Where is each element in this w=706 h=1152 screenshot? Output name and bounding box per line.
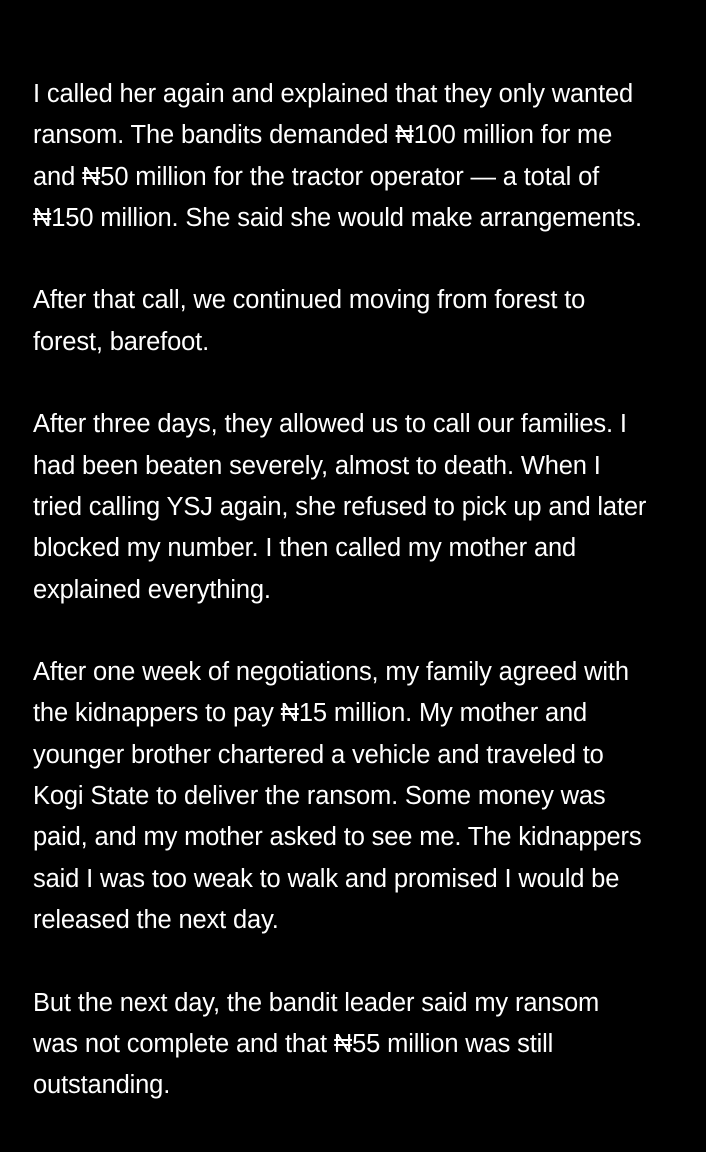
paragraph-ransom-demand (33, 74, 699, 239)
text-line: was not complete and that ₦55 million was still (33, 1029, 554, 1058)
paragraph-forest-moving (33, 280, 699, 363)
text-line: After that call, we continued moving from forest to (33, 286, 586, 315)
text-line: and ₦50 million for the tractor operator — a total of (33, 162, 600, 191)
text-line: said I was too weak to walk and promised I would be (33, 864, 620, 893)
paragraph-family-call (33, 404, 699, 610)
paragraph-outstanding-ransom (33, 983, 699, 1107)
text-line: had been beaten severely, almost to death. When I (33, 451, 601, 480)
text-line: the kidnappers to pay ₦15 million. My mother and (33, 699, 588, 728)
text-line: explained everything. (33, 575, 271, 604)
text-line: After three days, they allowed us to call our families. I (33, 410, 627, 439)
paragraph-negotiations (33, 652, 699, 941)
text-line: tried calling YSJ again, she refused to pick up and later (33, 492, 647, 521)
text-line: blocked my number. I then called my mother and (33, 534, 577, 563)
text-line: I called her again and explained that they only wanted (33, 80, 634, 108)
document-body (33, 74, 699, 1106)
text-line: paid, and my mother asked to see me. The kidnappers (33, 823, 642, 852)
text-line: But the next day, the bandit leader said my ransom (33, 988, 600, 1017)
text-line: forest, barefoot. (33, 327, 210, 356)
text-line: younger brother chartered a vehicle and traveled to (33, 740, 604, 769)
text-line: ₦150 million. She said she would make arrangements. (33, 203, 642, 232)
text-line: outstanding. (33, 1071, 171, 1100)
text-line: Kogi State to deliver the ransom. Some money was (33, 782, 606, 811)
text-line: released the next day. (33, 905, 279, 934)
text-line: After one week of negotiations, my family agreed with (33, 658, 629, 687)
text-line: ransom. The bandits demanded ₦100 million for me (33, 121, 613, 150)
